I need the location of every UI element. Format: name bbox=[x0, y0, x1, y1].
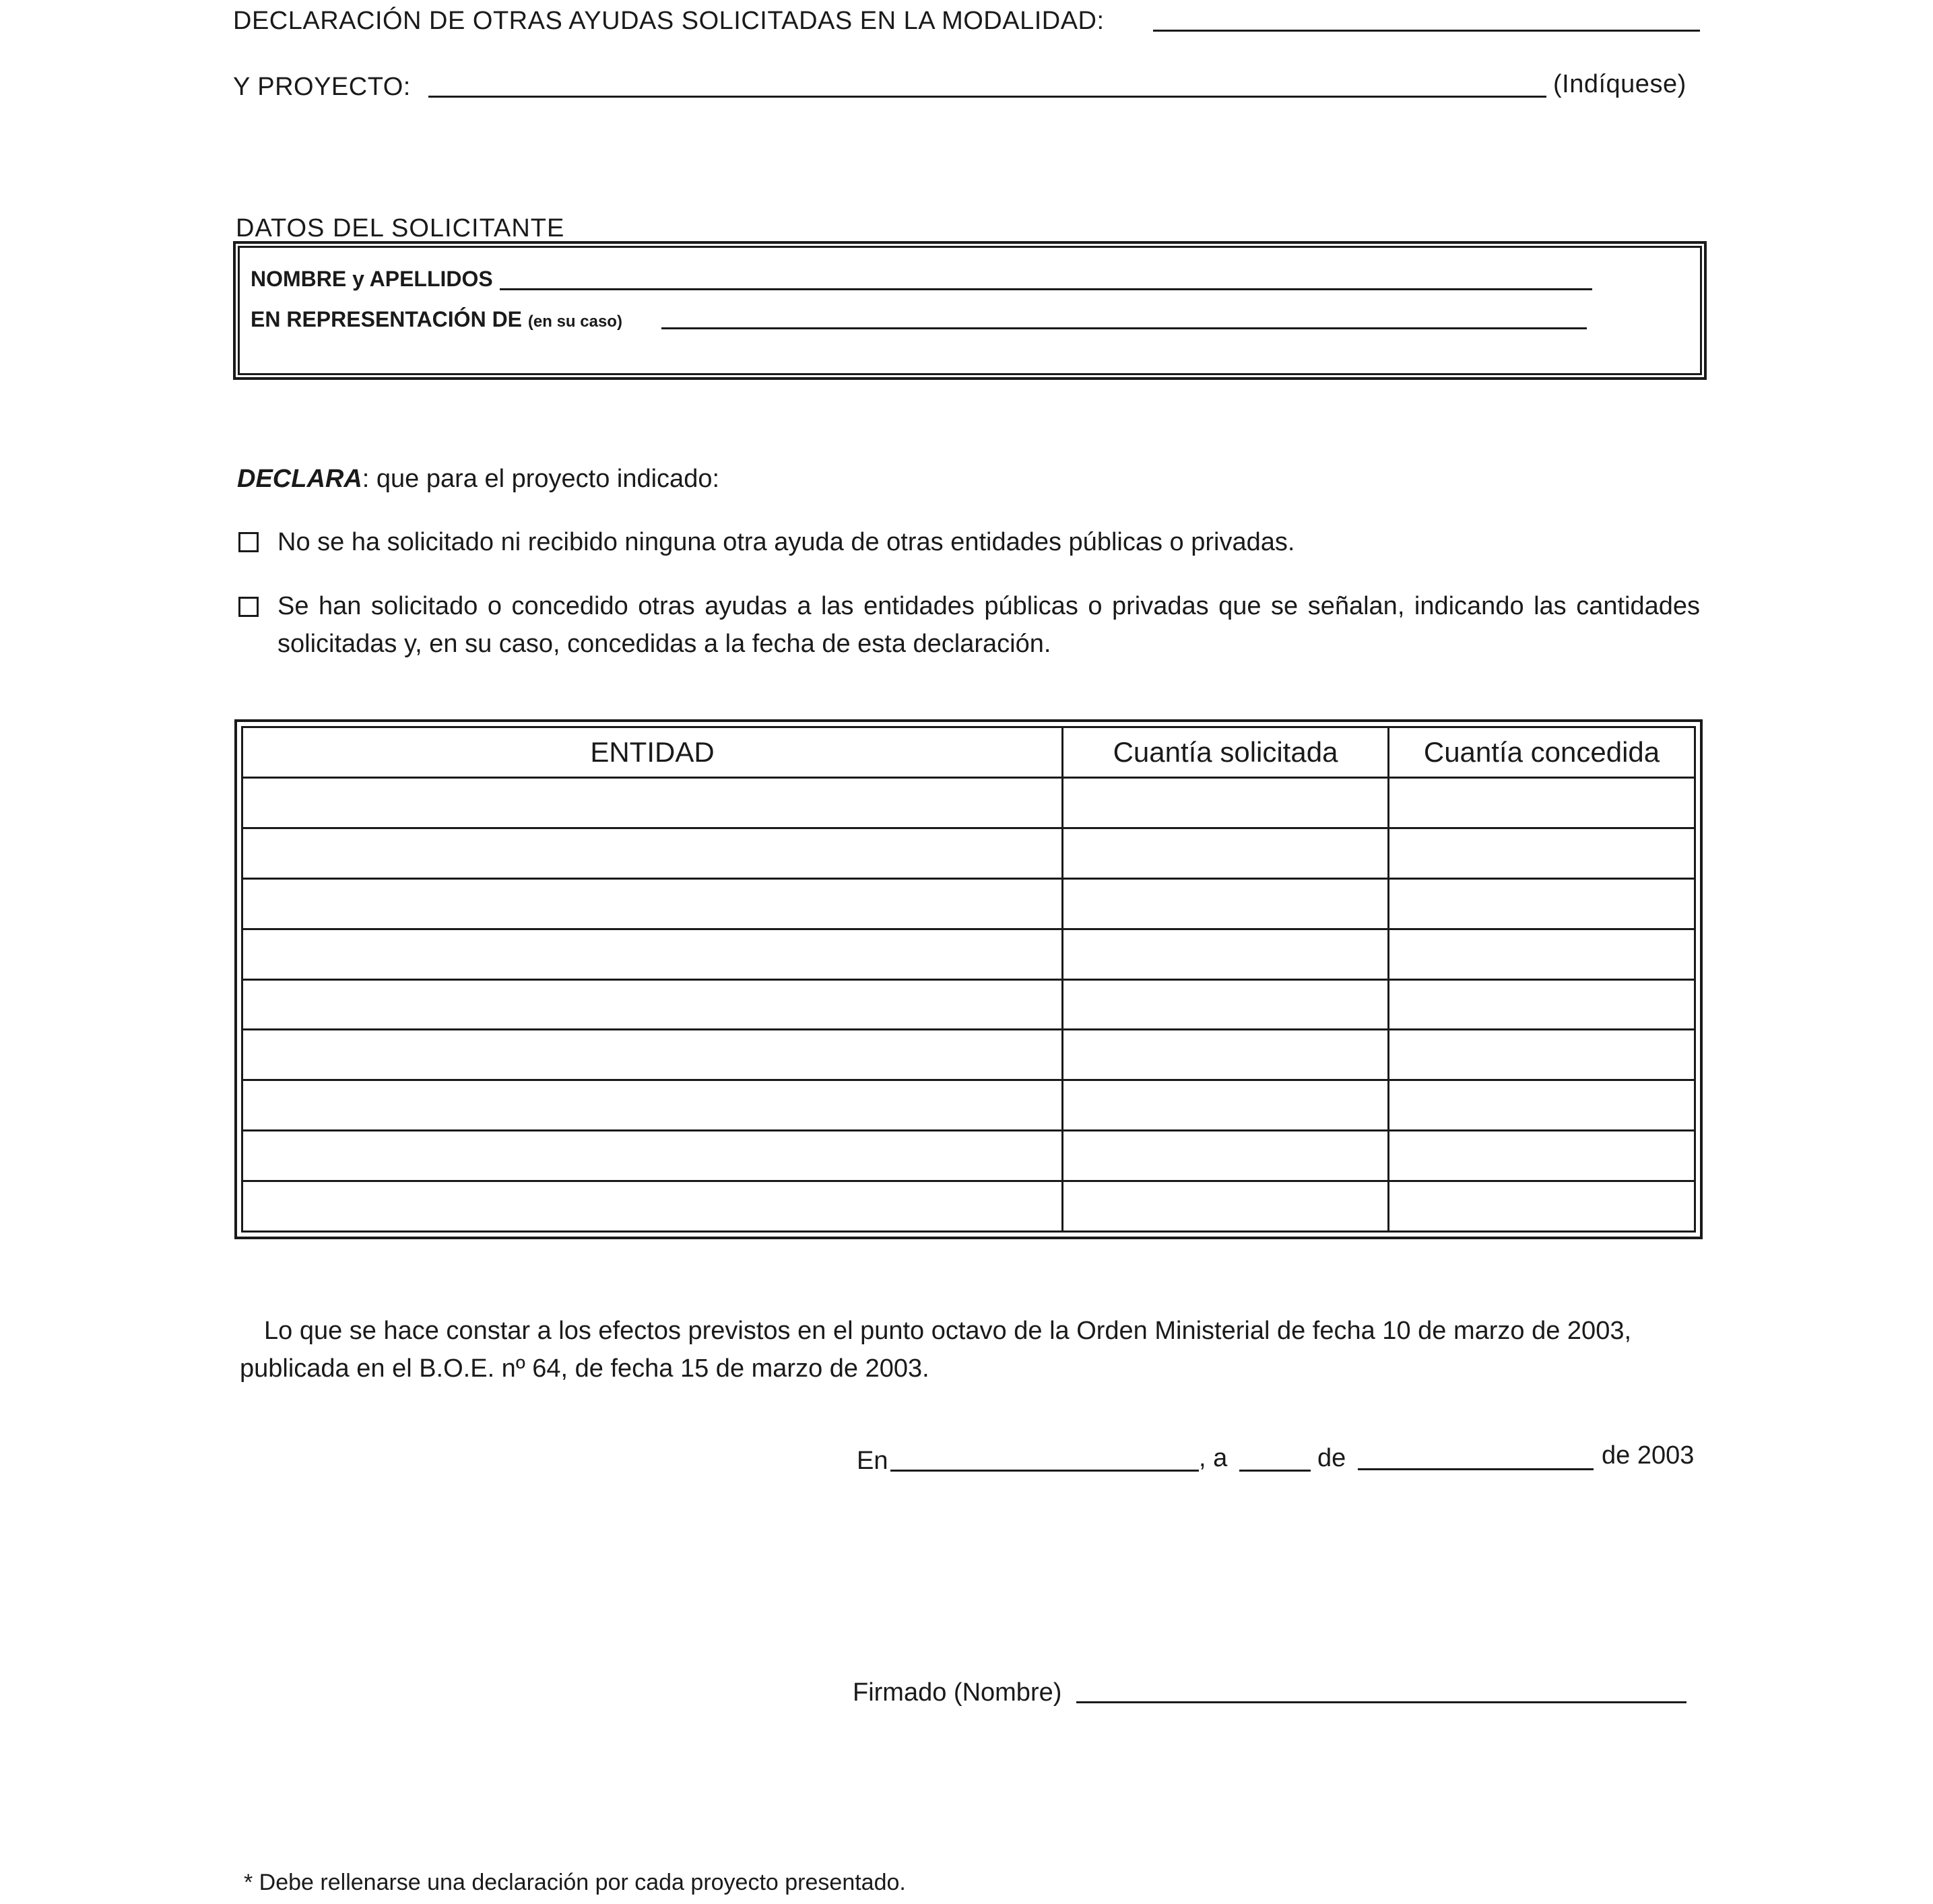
table-header-row bbox=[242, 727, 1695, 778]
entity-cell[interactable] bbox=[242, 1181, 1063, 1232]
name-label: NOMBRE y APELLIDOS bbox=[251, 267, 493, 291]
requested-cell[interactable] bbox=[1063, 1030, 1389, 1080]
representation-label: EN REPRESENTACIÓN DE (en su caso) bbox=[251, 307, 622, 331]
table-row bbox=[242, 979, 1695, 1030]
aid-table-frame bbox=[234, 719, 1703, 1239]
place-prefix: En bbox=[857, 1447, 888, 1475]
entity-cell[interactable] bbox=[242, 878, 1063, 929]
requested-cell[interactable] bbox=[1063, 878, 1389, 929]
closing-paragraph: Lo que se hace constar a los efectos previstos en el punto octavo de la Orden Ministerial de fecha 10 de marzo de 2003, publicada en el B.O.E. nº 64, de fecha 15 de marzo de 2003. bbox=[240, 1317, 1632, 1383]
entity-cell[interactable] bbox=[242, 979, 1063, 1030]
project-label: Y PROYECTO: bbox=[233, 73, 411, 101]
signature-field[interactable] bbox=[1076, 1701, 1686, 1703]
table-row bbox=[242, 778, 1695, 828]
applicant-box bbox=[233, 241, 1707, 380]
requested-cell[interactable] bbox=[1063, 979, 1389, 1030]
modality-label: DECLARACIÓN DE OTRAS AYUDAS SOLICITADAS EN LA MODALIDAD: bbox=[233, 7, 1105, 35]
other-aid-checkbox[interactable] bbox=[238, 597, 259, 617]
requested-cell[interactable] bbox=[1063, 1080, 1389, 1131]
requested-cell[interactable] bbox=[1063, 1131, 1389, 1181]
granted-cell[interactable] bbox=[1389, 828, 1695, 878]
requested-cell[interactable] bbox=[1063, 778, 1389, 828]
applicant-section-title: DATOS DEL SOLICITANTE bbox=[236, 214, 565, 242]
representation-note: (en su caso) bbox=[527, 313, 622, 331]
table-row bbox=[242, 828, 1695, 878]
table-row bbox=[242, 1181, 1695, 1232]
day-prefix: , a bbox=[1199, 1444, 1228, 1472]
requested-cell[interactable] bbox=[1063, 1181, 1389, 1232]
project-hint: (Indíquese) bbox=[1553, 70, 1686, 98]
entity-cell[interactable] bbox=[242, 1030, 1063, 1080]
table-row bbox=[242, 1080, 1695, 1131]
granted-cell[interactable] bbox=[1389, 778, 1695, 828]
requested-cell[interactable] bbox=[1063, 828, 1389, 878]
entity-cell[interactable] bbox=[242, 1131, 1063, 1181]
table-row bbox=[242, 878, 1695, 929]
month-field[interactable] bbox=[1358, 1468, 1594, 1470]
day-field[interactable] bbox=[1239, 1470, 1311, 1472]
granted-cell[interactable] bbox=[1389, 1080, 1695, 1131]
modality-field[interactable] bbox=[1153, 30, 1700, 32]
month-prefix: de bbox=[1317, 1444, 1346, 1472]
col-granted-header: Cuantía concedida bbox=[1389, 727, 1695, 778]
table-row bbox=[242, 1030, 1695, 1080]
table-row bbox=[242, 1131, 1695, 1181]
other-aid-label: Se han solicitado o concedido otras ayudas a las entidades públicas o privadas que se señalan, indicando las cantidades solicitadas y, en su caso, concedidas a la fecha de esta declaración. bbox=[277, 592, 1700, 658]
entity-cell[interactable] bbox=[242, 929, 1063, 979]
no-aid-label: No se ha solicitado ni recibido ninguna otra ayuda de otras entidades públicas o privadas. bbox=[277, 528, 1295, 556]
requested-cell[interactable] bbox=[1063, 929, 1389, 979]
project-field[interactable] bbox=[428, 96, 1546, 98]
footnote: * Debe rellenarse una declaración por cada proyecto presentado. bbox=[244, 1870, 906, 1895]
granted-cell[interactable] bbox=[1389, 878, 1695, 929]
granted-cell[interactable] bbox=[1389, 1181, 1695, 1232]
entity-cell[interactable] bbox=[242, 778, 1063, 828]
signature-label: Firmado (Nombre) bbox=[853, 1678, 1062, 1707]
table-row bbox=[242, 929, 1695, 979]
col-requested-header: Cuantía solicitada bbox=[1063, 727, 1389, 778]
col-entity-header: ENTIDAD bbox=[242, 727, 1063, 778]
no-aid-checkbox[interactable] bbox=[238, 532, 259, 552]
name-field[interactable] bbox=[500, 288, 1592, 290]
granted-cell[interactable] bbox=[1389, 1030, 1695, 1080]
granted-cell[interactable] bbox=[1389, 1131, 1695, 1181]
representation-field[interactable] bbox=[661, 327, 1587, 329]
declaration-lead: DECLARA: que para el proyecto indicado: bbox=[237, 465, 720, 493]
entity-cell[interactable] bbox=[242, 828, 1063, 878]
place-field[interactable] bbox=[890, 1470, 1199, 1472]
granted-cell[interactable] bbox=[1389, 929, 1695, 979]
granted-cell[interactable] bbox=[1389, 979, 1695, 1030]
aid-table bbox=[241, 726, 1696, 1233]
entity-cell[interactable] bbox=[242, 1080, 1063, 1131]
year-text: de 2003 bbox=[1602, 1441, 1695, 1470]
